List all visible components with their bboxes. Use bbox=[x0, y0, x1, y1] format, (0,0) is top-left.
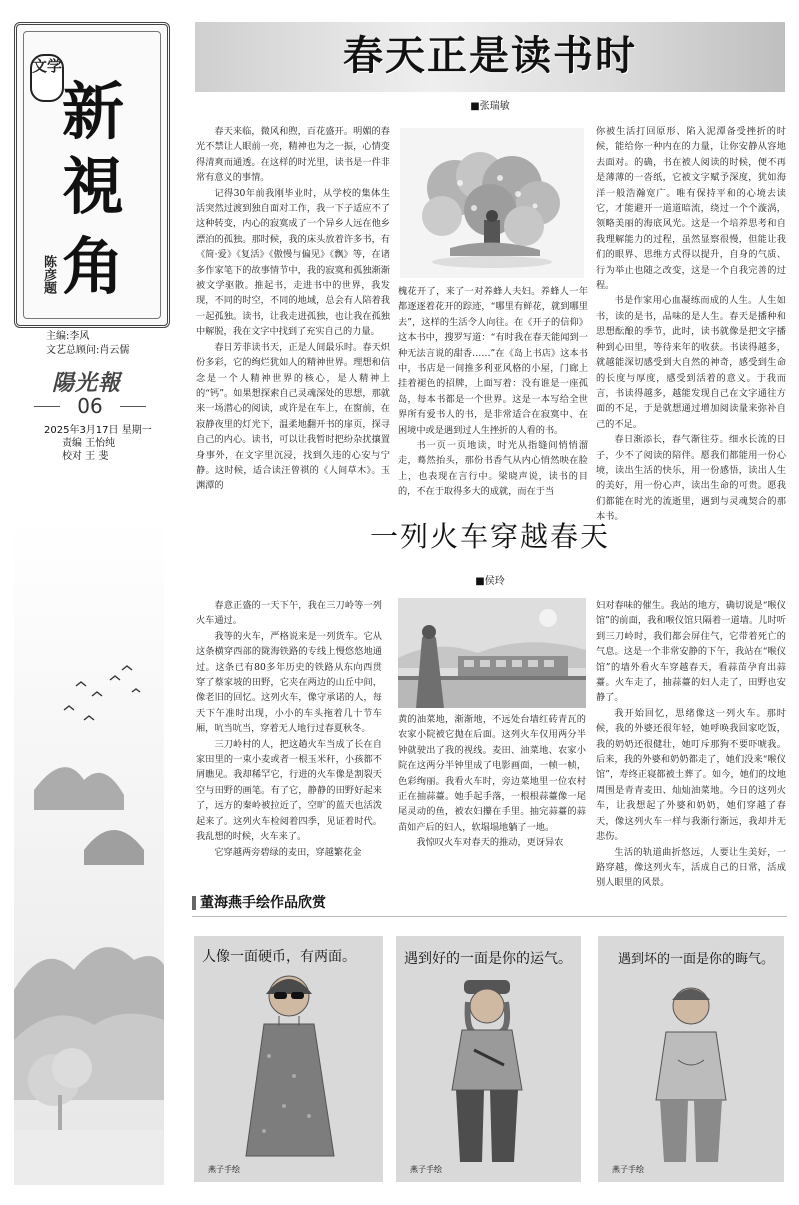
paragraph: 书是作家用心血凝练而成的人生。人生如书，读的是书，品味的是人生。春天是播种和思想酝酿的季节，此时，读书就像是把文字播种到心田里，等待来年的收获。书读得越多，就越能深切感受到大自然的神奇，感受到生命的长度与厚度，感受到活着的意义。于我而言，书读得越多，越能发现自己在文字通往方面的不足，于是就想通过增加阅读量来弥补自己的不足。 bbox=[596, 295, 786, 430]
paragraph: 生活的轨道曲折悠远，人要让生美好，一路穿越，像这列火车，活成自己的日常，活成别人眼里的风景。 bbox=[596, 846, 786, 889]
article1-title: 春天正是读书时 bbox=[343, 32, 637, 79]
flower-reading-illustration bbox=[400, 128, 584, 278]
card-signature: 燕子手绘 bbox=[612, 1165, 644, 1174]
gallery-card-1 bbox=[194, 936, 383, 1182]
article2-author: ■侯玲 bbox=[475, 576, 505, 587]
paper-logo: 陽光報 bbox=[52, 370, 122, 396]
responsible-editor: 责编 王怡纯 bbox=[62, 438, 116, 449]
article1-column-3 bbox=[596, 124, 786, 523]
paragraph: 妇对春味的催生。我站的地方，确切说是“喉仪馆”的前面，我和喉仪馆只隔着一道墙。儿时听到三刀岭时，我们都会屏住气，它带着死亡的气息。这是一个非常安静的下午，我站在“喉仪馆”的墙外看火车穿越春天，看蒜苗孕育出蒜薹。火车走了，抽蒜薹的妇人走了，田野也安静了。 bbox=[596, 600, 786, 704]
paragraph: 春意正盛的一天下午，我在三刀岭等一列火车通过。 bbox=[196, 600, 382, 627]
column-name-char-3: 角 bbox=[62, 230, 125, 303]
card-caption: 人像一面硬币，有两面。 bbox=[202, 949, 356, 965]
column-name-char-1: 新 bbox=[62, 75, 125, 148]
paragraph: 我开始回忆，思绪像这一列火车。那时候，我的外婆还很年轻，她呼唤我回家吃饭，我的奶奶还很健壮，她叮斥那狗不要吓唬我。后来，我的外婆和奶奶都走了，她们没来“喉仪馆”，寿终正寝都被土葬了。如今，她们的坟地周围是青青麦田、灿灿油菜地。今日的这列火车，让我想起了外婆和奶奶，她们穿越了春天，像这列火车一样与我渐行渐远，我却并无悲伤。 bbox=[596, 707, 786, 843]
card-caption: 遇到坏的一面是你的晦气。 bbox=[618, 952, 775, 967]
paragraph: 我惊叹火车对春天的推动，更讶异农 bbox=[416, 837, 564, 849]
landscape-decoration bbox=[14, 520, 164, 1185]
gallery-marker bbox=[192, 896, 196, 910]
advisor: 文艺总顾问:肖云儒 bbox=[46, 345, 130, 356]
issue-date: 2025年3月17日 星期一 bbox=[44, 425, 152, 436]
chief-editor: 主编:李风 bbox=[46, 331, 90, 342]
train-illustration bbox=[398, 598, 586, 708]
paragraph: 槐花开了，来了一对养蜂人夫妇。养蜂人一年都逐逐着花开的踪迹，“哪里有鲜花，就到哪里去”，这样的生活令人向往。在《开子的信仰》这本书中，搜罗写道：“有时我在春天能闻到一种无法言说的甜香……”在《岛上书店》这本书中，书店是一间推多利亚风格的小屋，门廊上挂着褪色的招牌，上面写着：没有谁是一座孤岛，每本书都是一个世界。这是一本写给全世界所有爱书人的书，是非常适合在寂寞中、在困境中或是遇到过人生挫折的人看的书。 bbox=[398, 286, 588, 436]
paragraph: 春日渐添长，春气渐往芬。细水长流的日子，少不了阅读的陪伴。愿我们都能用一份心境，读出生活的快乐，用一份感悟，读出人生的美好，用一份心声，读出生命的可贵。愿我们都能在时光的流逝里，遇到与灵魂契合的那本书。 bbox=[596, 434, 786, 523]
article2-column-2 bbox=[398, 712, 586, 880]
article1-column-2 bbox=[398, 284, 588, 500]
column-name-char-2: 視 bbox=[62, 150, 125, 223]
paragraph: 春日芳菲读书天，正是人间最乐时。春天炽份多彩，它的绚烂犹如人的精神世界。理想和信念是一个人精神世界的核心，是人精神上的“钙”。如果想探索自己灵魂深处的思想，那就来一场潜心的阅读，或许是在车上，在窗前，在寂静夜里的灯光下，温柔地翻开书的扉页，探寻自己的内心。读书，可以让我暂时把纷杂扰攘置身事外，在文字里沉浸，找到久违的心安与宁静。这时候，适合读汪曾祺的《人间草木》。玉渊潭的 bbox=[196, 341, 390, 492]
paragraph: 你被生活打回原形、陷入泥潭备受挫折的时候，能给你一种内在的力量，让你安静从容地去面对。的确，书在被人阅读的时候，便不再是薄薄的一沓纸，它被文字赋予深度，犹如海洋一般浩瀚宽广。唯有保持平和的心境去读它，才能避开一道道暗流，绕过一个个漩涡，领略美丽的海底风光。这是一个培养思考和自我理解能力的过程，虽然显察很慢，但能让我们的眼界、思维方式得以提升，自身的气质、行为举止也随之改变，这是一个自我完善的过程。 bbox=[596, 126, 786, 292]
paragraph: 书一页一页地读，时光从指缝间悄悄溜走，蓦然抬头，那份书香气从内心悄然映在脸上，也表现在言行中。梁晓声说，读书的目的，不在于取得多大的成就，而在于当 bbox=[398, 440, 588, 498]
proofreader: 校对 王 斐 bbox=[62, 451, 109, 462]
gallery-title: 董海燕手绘作品欣赏 bbox=[200, 895, 326, 911]
article1-author: ■张瑞敏 bbox=[470, 101, 510, 112]
paragraph: 我等的火车，严格说来是一列货车。它从这条横穿西部的陇海铁路的专线上慢悠悠地通过。这条已有80多年历史的铁路从东向西贯穿了蔡家坡的田野，它夹在两边的山丘中间，像老旧的回忆。这列火车，像守承诺的人，每天下午准时出现，小小的车头拖着几十节车厢，吭当吭当，穿着无人地行过春夏秋冬。 bbox=[196, 630, 382, 735]
article2-column-3 bbox=[596, 598, 786, 889]
card-signature: 燕子手绘 bbox=[208, 1165, 240, 1174]
article1-column-1 bbox=[196, 124, 390, 500]
paragraph: 三刀岭村的人，把这趟火车当成了长在自家田里的一束小麦或者一根玉米秆，小孩都不屑瞧见。我却稀罕它，行进的火车像是割裂天空与田野的画笔。有了它，静静的田野好起来了，远方的秦岭被拉近了，空旷的蓝天也活泼起来了。这列火车检阅着四季，见证着时代。我乱想的时候，火车来了。 bbox=[196, 738, 382, 843]
article2-column-1 bbox=[196, 598, 382, 880]
paragraph: 记得30年前我刚毕业时，从学校的集体生活突然过渡到独自面对工作，我一下子适应不了这种转变，内心的寂寞成了一个异乡人远在他乡漂泊的孤独。那时候，我的床头放着许多书，有《简·爱》《复活》《傲慢与偏见》《飘》等，在诸多作家笔下的故事情节中，我的寂寞和孤独渐渐被文学驱散。推起书，走进书中的世界，我发现，不同的时空，不同的地域，总会有人陪着我一起孤独。读书，让我走进孤独，也让我在孤独中解脱，我在文字中找到了充实自己的力量。 bbox=[196, 187, 390, 338]
article2-title: 一列火车穿越春天 bbox=[369, 520, 610, 553]
section-badge: 文学 bbox=[30, 54, 64, 102]
paragraph: 春天来临，微风和煦，百花盛开。明媚的春光不禁让人眼前一亮，精神也为之一振，心情变得清爽而通透。在这样的时光里，读书是一件非常有意义的事情。 bbox=[196, 126, 390, 184]
gallery-card-3 bbox=[598, 936, 784, 1182]
card-signature: 燕子手绘 bbox=[410, 1165, 442, 1174]
calligrapher-signature: 陈彦题 bbox=[41, 255, 56, 294]
gallery-card-2 bbox=[396, 936, 581, 1182]
paragraph: 黄的油菜地，渐渐地，不远处台墙红砖青瓦的农家小院被它抛在后面。这列火车仅用两分半钟就驶出了我的视线。麦田、油菜地、农家小院在这两分半钟里成了电影画面，一帧一帧，色彩绚丽。我看火车时，旁边菜地里一位农村正在抽蒜薹。她手起手落，一根根蒜薹像一尾尾灵动的鱼，被农妇攥在手里。抽完蒜薹的蒜苗如产后的妇人，软塌塌地躺了一地。 bbox=[398, 714, 586, 833]
page-number: 06 bbox=[30, 394, 150, 418]
paragraph: 它穿越两旁碧绿的麦田，穿越繁花金 bbox=[214, 846, 362, 858]
card-caption: 遇到好的一面是你的运气。 bbox=[404, 951, 572, 967]
